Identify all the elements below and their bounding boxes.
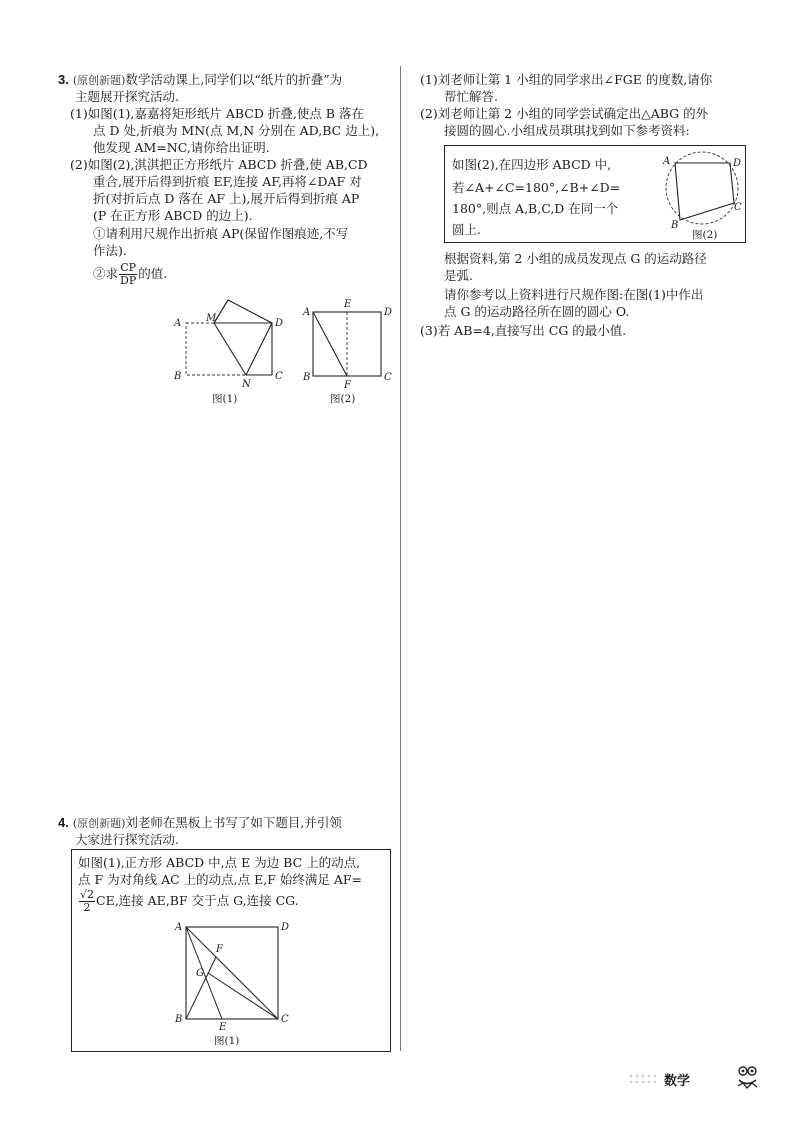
q3-figure-1	[170, 295, 285, 407]
q4-box-line-1: 如图(1),正方形 ABCD 中,点 E 为边 BC 上的动点,	[78, 855, 361, 870]
footer-subject-label: 数学	[664, 1073, 691, 1088]
sqrt2-over-2-fraction	[79, 889, 95, 914]
crease-mn	[214, 323, 246, 375]
segment-af	[313, 312, 347, 376]
fraction-denominator: 2	[83, 901, 91, 914]
q3-part1-a: (1)如图(1),嘉嘉将矩形纸片 ABCD 折叠,使点 B 落在	[70, 106, 364, 121]
q3-part1-c: 他发现 AM=NC,请你给出证明.	[93, 140, 270, 155]
folded-flap	[214, 300, 272, 323]
label-m: M	[206, 313, 217, 324]
q4-intro-1: 刘老师在黑板上书写了如下题目,并引领	[125, 815, 342, 830]
reference-figure-caption: 图(2)	[692, 229, 718, 241]
label-f: F	[344, 380, 351, 391]
label-a: A	[663, 156, 671, 167]
label-d: D	[281, 922, 290, 933]
footer-dot-decoration	[628, 1073, 658, 1083]
label-e: E	[219, 1022, 227, 1033]
label-n: N	[242, 379, 251, 390]
segment-cg	[208, 973, 278, 1019]
segment-ae	[186, 927, 222, 1019]
fig2-caption: 图(2)	[330, 393, 356, 405]
q3-figure-2	[300, 295, 405, 407]
cp-dp-fraction	[119, 262, 137, 287]
q3-part1-b: 点 D 处,折痕为 MN(点 M,N 分别在 AD,BC 边上),	[93, 123, 380, 138]
q3-intro-1: 数学活动课上,同学们以“纸片的折叠”为	[125, 72, 343, 87]
label-f: F	[216, 944, 223, 955]
right-part3: (3)若 AB=4,直接写出 CG 的最小值.	[420, 323, 627, 338]
q4-figure-1	[170, 918, 295, 1050]
label-d: D	[384, 307, 393, 318]
q3-part2-b: 重合,展开后得到折痕 EF,连接 AF,再将∠DAF 对	[93, 174, 362, 189]
q3-part2-g-pre: ②求	[93, 266, 119, 281]
q3-part2-e: ①请利用尺规作出折痕 AP(保留作图痕迹,不写	[93, 226, 349, 241]
q4-line-1	[58, 815, 342, 832]
q4-number: 4.	[58, 815, 69, 830]
quadrilateral-abcd	[675, 163, 734, 220]
reference-line-1: 如图(2),在四边形 ABCD 中,	[452, 157, 612, 172]
right-part2-d: 是弧.	[444, 268, 473, 283]
label-b: B	[174, 371, 182, 382]
label-g: G	[196, 968, 204, 979]
label-a: A	[303, 307, 311, 318]
reference-line-3: 180°,则点 A,B,C,D 在同一个	[452, 201, 619, 216]
label-c: C	[281, 1014, 289, 1025]
label-a: A	[174, 318, 182, 329]
q3-part2-d: (P 在正方形 ABCD 的边上).	[93, 208, 253, 223]
label-c: C	[384, 372, 392, 383]
right-part1-b: 帮忙解答.	[444, 89, 498, 104]
label-b: B	[671, 220, 679, 231]
right-part2-f: 点 G 的运动路径所在圆的圆心 O.	[444, 304, 630, 319]
q4-box-line-3-text: CE,连接 AE,BF 交于点 G,连接 CG.	[96, 893, 299, 908]
label-b: B	[303, 372, 311, 383]
right-part2-b: 接圆的圆心.小组成员琪琪找到如下参考资料:	[444, 123, 690, 138]
q4-box-line-3	[78, 889, 299, 914]
right-part2-c: 根据资料,第 2 小组的成员发现点 G 的运动路径	[444, 251, 707, 266]
edge-dn	[246, 323, 272, 375]
right-part2-a: (2)刘老师让第 2 小组的同学尝试确定出△ABG 的外	[420, 106, 709, 121]
reference-line-4: 圆上.	[452, 222, 481, 237]
q3-tag: (原创新题)	[72, 74, 126, 87]
q4-fig-caption: 图(1)	[214, 1035, 240, 1047]
right-part1-a: (1)刘老师让第 1 小组的同学求出∠FGE 的度数,请你	[420, 72, 713, 87]
cyclic-quadrilateral-figure	[662, 148, 746, 242]
q3-part2-c: 折(对折后点 D 落在 AF 上),展开后得到折痕 AP	[93, 191, 360, 206]
q3-part2-f: 作法).	[93, 243, 127, 258]
fig1-caption: 图(1)	[212, 393, 238, 405]
column-divider	[400, 66, 401, 1051]
q4-box-line-2: 点 F 为对角线 AC 上的动点,点 E,F 始终满足 AF=	[78, 872, 362, 887]
label-d: D	[733, 158, 742, 169]
reference-line-2: 若∠A+∠C=180°,∠B+∠D=	[452, 180, 621, 195]
label-e: E	[344, 299, 352, 310]
q3-part2-g-post: 的值.	[138, 266, 168, 281]
footer-mascot-icon	[735, 1063, 761, 1091]
label-c: C	[275, 371, 283, 382]
q4-intro-2: 大家进行探究活动.	[75, 832, 179, 847]
fraction-denominator: DP	[120, 274, 137, 287]
q3-part2-a: (2)如图(2),淇淇把正方形纸片 ABCD 折叠,使 AB,CD	[70, 157, 368, 172]
label-d: D	[275, 318, 284, 329]
fraction-numerator: CP	[120, 261, 137, 274]
label-a: A	[175, 922, 183, 933]
q4-tag: (原创新题)	[72, 817, 126, 830]
label-c: C	[734, 202, 742, 213]
fraction-numerator: √2	[80, 888, 95, 901]
q3-intro-2: 主题展开探究活动.	[75, 89, 179, 104]
label-b: B	[175, 1014, 183, 1025]
right-part2-e: 请你参考以上资料进行尺规作图:在图(1)中作出	[444, 287, 704, 302]
q3-part2-g	[93, 262, 167, 287]
q3-line-1	[58, 72, 342, 89]
q3-number: 3.	[58, 72, 69, 87]
